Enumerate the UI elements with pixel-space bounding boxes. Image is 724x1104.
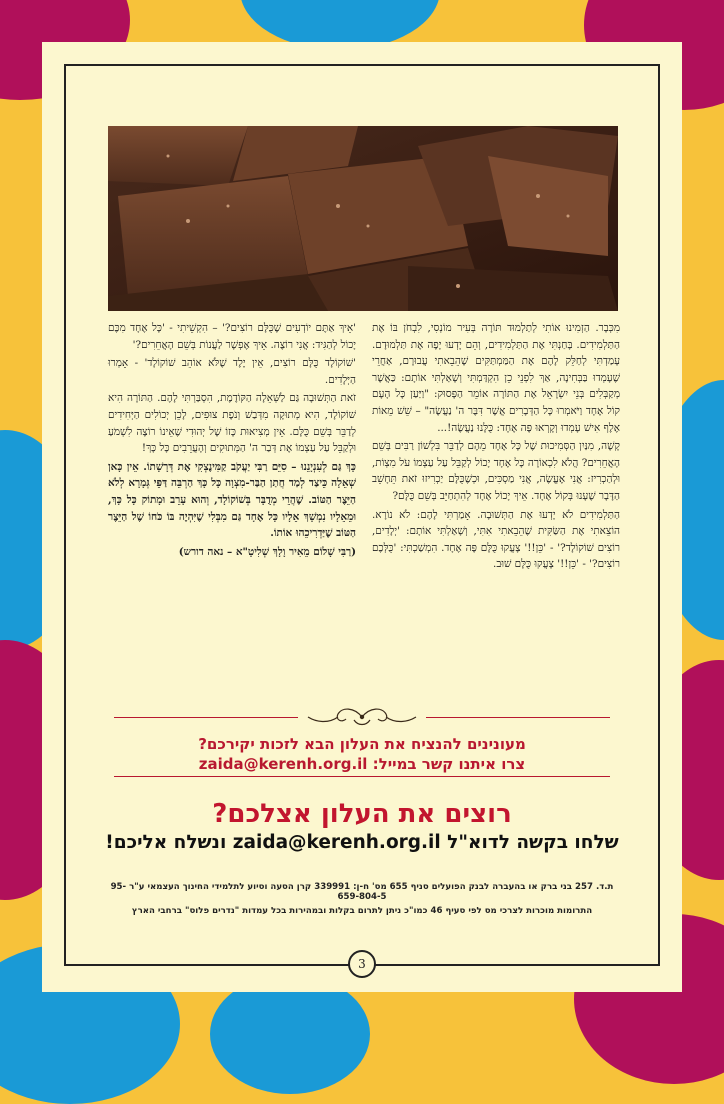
article-column-left	[108, 320, 356, 718]
donation-info: ת.ד. 257 בני ברק או בהעברה לבנק הפועלים סניף 655 מס' ח-ן: 339991 קרן הסעה וסיוע לתלמידי החינוך העצמאי ע"ר 95-659-804-5	[110, 882, 614, 902]
article-conclusion: כָּךְ גַּם לְעִנְיָנֵנוּ – סִיֵּם רַבִּי יַעֲקֹב קַמִּינֶצְקִי אֶת דְּרָשָׁתוֹ. אֵין כָּאן שְׁאֵלָה כֵּיצַד לְמַד חֲתַן הַבַּר-מִצְוָה כָּל כָּךְ הַרְבֵּה דַּפֵּי גְּמָרָא לְלֹא הַיֵּצֶר הַטּוֹב. שֶׁהֲרֵי מְדֻבָּר בְּשׁוֹקוֹלָד, וְהוּא עָרֵב וּמָתוֹק כָּל כָּךְ, וּמֵאֵלָיו נִמְשָׁךְ אֵלָיו כָּל אֶחָד גַּם מִבְּלִי שֶׁיִּהְיֶה בּוֹ כֹּחוֹ שֶׁל הַיֵּצֶר הַטּוֹב שֶׁיַּדְרִיכֵהוּ אוֹתוֹ.	[108, 460, 356, 540]
chocolate-photo	[108, 126, 618, 311]
article-paragraph: זֹאת הַתְּשׁוּבָה גַּם לַשְּׁאֵלָה הַקּוֹדֶמֶת, הִסְבַּרְתִּי לָהֶם. הַתּוֹרָה הִיא שׁוֹקוֹלָד, הִיא מְתוּקָה מִדְּבַשׁ וְנֹפֶת צוּפִים, לָכֵן יְכוֹלִים הַיְּחִידִים לְדַבֵּר בְּשֵׁם כֻּלָּם. אֵין מְצִיאוּת כָּזוֹ שֶׁל יְהוּדִי שֶׁאֵינוֹ רוֹצֶה לִשְׁמֹעַ וּלְקַבֵּל עַל עַצְמוֹ אֶת דְּבַר ה' הַמְּתוּקִים וְהָעֲרֵבִים כָּל כָּךְ!	[108, 392, 356, 455]
promo-line: מעונינים להנציח את העלון הבא לזכות יקירכם?	[198, 735, 526, 753]
article-paragraph: 'שׁוֹקוֹלָד כֻּלָּם רוֹצִים, אֵין יֶלֶד שֶׁלֹּא אוֹהֵב שׁוֹקוֹלָד' - אָמְרוּ הַיְּלָדִים.	[108, 357, 356, 386]
decor-blob	[210, 974, 370, 1094]
article-credit: (רַבִּי שָׁלוֹם מֵאִיר וָלָךְ שְׁלִיטָ"א – נאה דורש)	[178, 545, 356, 558]
cta-subhead[interactable]: שלחו בקשה לדוא"ל zaida@kerenh.org.il ונשלח אליכם!	[105, 832, 619, 853]
cta-headline: רוצים את העלון אצלכם?	[212, 799, 512, 829]
article-paragraph: הַתַּלְמִידִים לֹא יָדְעוּ אֶת הַתְּשׁוּבָה. אָמַרְתִּי לָהֶם: לֹא נוֹרָא. הוֹצֵאתִי אֶת הַשַּׂקִּית שֶׁהֵבֵאתִי אִתִּי, וְשָׁאַלְתִּי אוֹתָם: 'יְלָדִים, רוֹצִים שׁוֹקוֹלָד?' - 'כֵּן!!' צָעֲקוּ כֻּלָּם פֶּה אֶחָד. הִמְשַׁכְתִּי: 'כֻּלְּכֶם רוֹצִים?' - 'כֵּן!!' צָעֲקוּ כֻּלָּם שׁוּב.	[372, 508, 620, 571]
article-columns	[108, 320, 620, 718]
promo-email-line[interactable]: צרו איתנו קשר במייל: zaida@kerenh.org.il	[198, 755, 526, 773]
tax-info: התרומות מוכרות לצרכי מס לפי סעיף 46 כמו"כ ניתן לתרום בקלות ובמהירות בכל עמדות "נדרים פלוס" ברחבי הארץ	[131, 906, 593, 916]
article-paragraph: קָשֶׁה, מִנַּיִן הַסְּמִיכוּת שֶׁל כָּל אֶחָד מֵהֶם לְדַבֵּר בִּלְשׁוֹן רַבִּים בְּשֵׁם הָאֲחֵרִים? הֲלֹא לִכְאוֹרָה כָּל אֶחָד יָכוֹל לְקַבֵּל עַל עַצְמוֹ עֹל מִצְוֹת, וּלְהַכְרִיז: אֲנִי אֶעֱשֶׂה, אֲנִי מַסְכִּים, וּכְשֶׁכֻּלָּם יַכְרִיזוּ זֹאת תֵּחָשֵׁב הַדָּבָר שֶׁעָנוּ בְּקוֹל אֶחָד. אֵיךְ יָכוֹל אֶחָד לְהִתְחַיֵּב בְּשֵׁם כֻּלָּם?	[372, 440, 620, 502]
article-paragraph: מִכְּבָר. הַזְמִינוּ אוֹתִי לְתַלְמוּד תּוֹרָה בְּעִיר מוֹנְסִי, לִבְחֹן בּוֹ אֶת הַתַּלְמִידִים. בָּחַנְתִּי אֶת הַתַּלְמִידִים, וְהֵם יָדְעוּ יָפֶה אֶת תַּלְמוּדָם. עָמַדְתִּי לְחַלֵּק לָהֶם אֶת הַמַּמְתַּקִּים שֶׁהֵבֵאתִי עֲבוּרָם, אַחֲרֵי שֶׁעָמְדוּ בַּבְּחִינָה, אַךְ לִפְנֵי כֵן הִקְדַּמְתִּי וְשָׁאַלְתִּי אוֹתָם: כַּאֲשֶׁר מְקַבְּלִים בְּנֵי יִשְׂרָאֵל אֶת הַתּוֹרָה אוֹמֵר הַפָּסוּק: "וַיַּעַן כָּל הָעָם קוֹל אֶחָד וַיֹּאמְרוּ כָּל הַדְּבָרִים אֲשֶׁר דִּבֶּר ה' נַעֲשֶׂה" – שֵׁשׁ מֵאוֹת אֶלֶף אִישׁ עָמְדוּ וְקָרְאוּ פֶּה אֶחָד: כֻּלָּנוּ נַעֲשֶׂה!...	[372, 322, 620, 434]
newsletter-page	[42, 42, 682, 992]
page-number: 3	[348, 950, 376, 978]
article-paragraph: 'אֵיךְ אַתֶּם יוֹדְעִים שֶׁכֻּלָּם רוֹצִים?' – הִקְשֵׁיתִי - 'כָּל אֶחָד מִכֶּם יָכוֹל לְהַגִּיד: אֲנִי רוֹצֶה. אֵיךְ אֶפְשָׁר לַעֲנוֹת בְּשֵׁם הָאֲחֵרִים?'	[108, 322, 356, 351]
divider-line	[114, 776, 610, 777]
flourish-ornament-icon	[298, 704, 426, 730]
article-column-right	[372, 320, 620, 718]
